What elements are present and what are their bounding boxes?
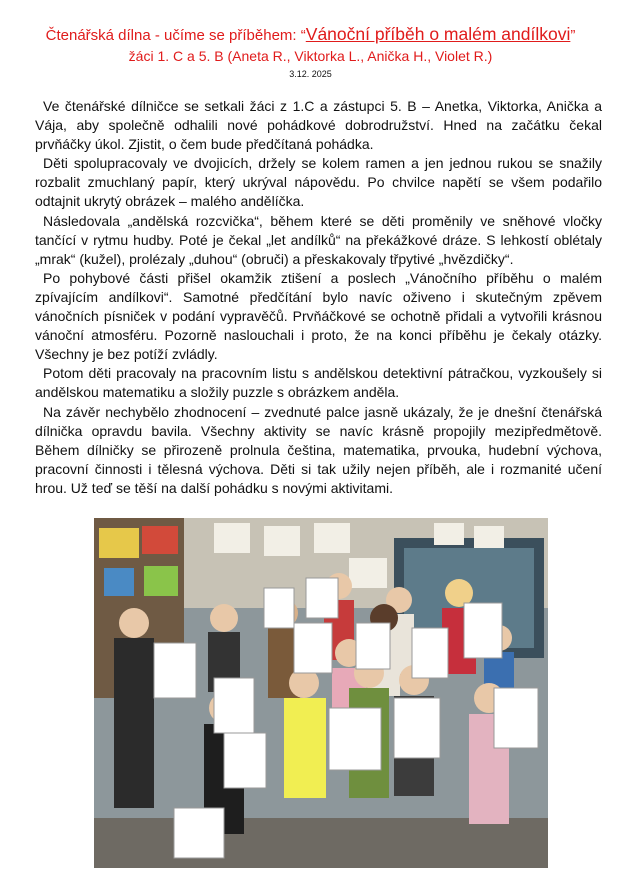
article-body: [35, 97, 602, 498]
paragraph: Děti spolupracovaly ve dvojicích, držely se kolem ramen a jen jednou rukou se snažily rozbalit zmuchlaný papír, který ukrýval nápovědu. Po chvilce napětí se všem podařilo odtajnit ukrytý obrázek – malého andělíčka.: [35, 155, 602, 210]
paragraph: Na závěr nechybělo zhodnocení – zvednuté palce jasně ukázaly, že je dnešní čtenářská dílnička opravdu bavila. Všechny aktivity se navíc krásně propojily mezipředmětově. Během dílničky se přirozeně prolnula čeština, matematika, prvouka, hudební výchova, pracovní činnosti i tělesná výchova. Děti si tak užily nejen příběh, ale i rozmanité učení hrou. Už teď se těší na další pohádku s novými aktivitami.: [35, 403, 602, 496]
page-title: [0, 24, 621, 45]
class-photo: [94, 518, 548, 868]
paragraph: Potom děti pracovaly na pracovním listu s andělskou detektivní pátračkou, vyzkoušely si andělskou matematiku a složily puzzle s obrázkem anděla.: [35, 365, 602, 401]
story-title-link[interactable]: Vánoční příběh o malém andílkovi: [305, 24, 571, 44]
pupils-subtitle: žáci 1. C a 5. B (Aneta R., Viktorka L., Anička H., Violet R.): [128, 48, 493, 64]
title-prefix: Čtenářská dílna - učíme se příběhem: “: [45, 27, 306, 44]
paragraph: Ve čtenářské dílničce se setkali žáci z 1.C a zástupci 5. B – Anetka, Viktorka, Anička a Vája, aby společně odhalili nové pohádkové dobrodružství. Hned na začátku čekal prvňáčky úkol. Zjistit, o čem bude předčítaná pohádka.: [35, 98, 602, 153]
date-label: 3.12. 2025: [289, 69, 332, 79]
title-suffix: ”: [570, 27, 576, 44]
paragraph: Následovala „andělská rozcvička“, během které se děti proměnily ve sněhové vločky tančící v rytmu hudby. Poté je čekal „let andílků“ na překážkové dráze. S lehkostí oblétaly „mrak“ (kužel), prolézaly „duhou“ (obruči) a přeskakovaly třpytivé „hvězdičky“.: [35, 212, 602, 267]
paragraph: Po pohybové části přišel okamžik ztišení a poslech „Vánočního příběhu o malém zpívajícím andílkovi“. Samotné předčítání bylo navíc oživeno i skutečným zpěvem vánočních písniček v podání vypravěčů. Prvňáčkové se ochotně přidali a vytvořili krásnou vánoční atmosféru. Pozorně naslouchali i proto, že na konci příběhu je čekaly otázky. Všechny je bez potíží zvládly.: [35, 269, 602, 363]
class-photo-illustration: [94, 518, 548, 868]
